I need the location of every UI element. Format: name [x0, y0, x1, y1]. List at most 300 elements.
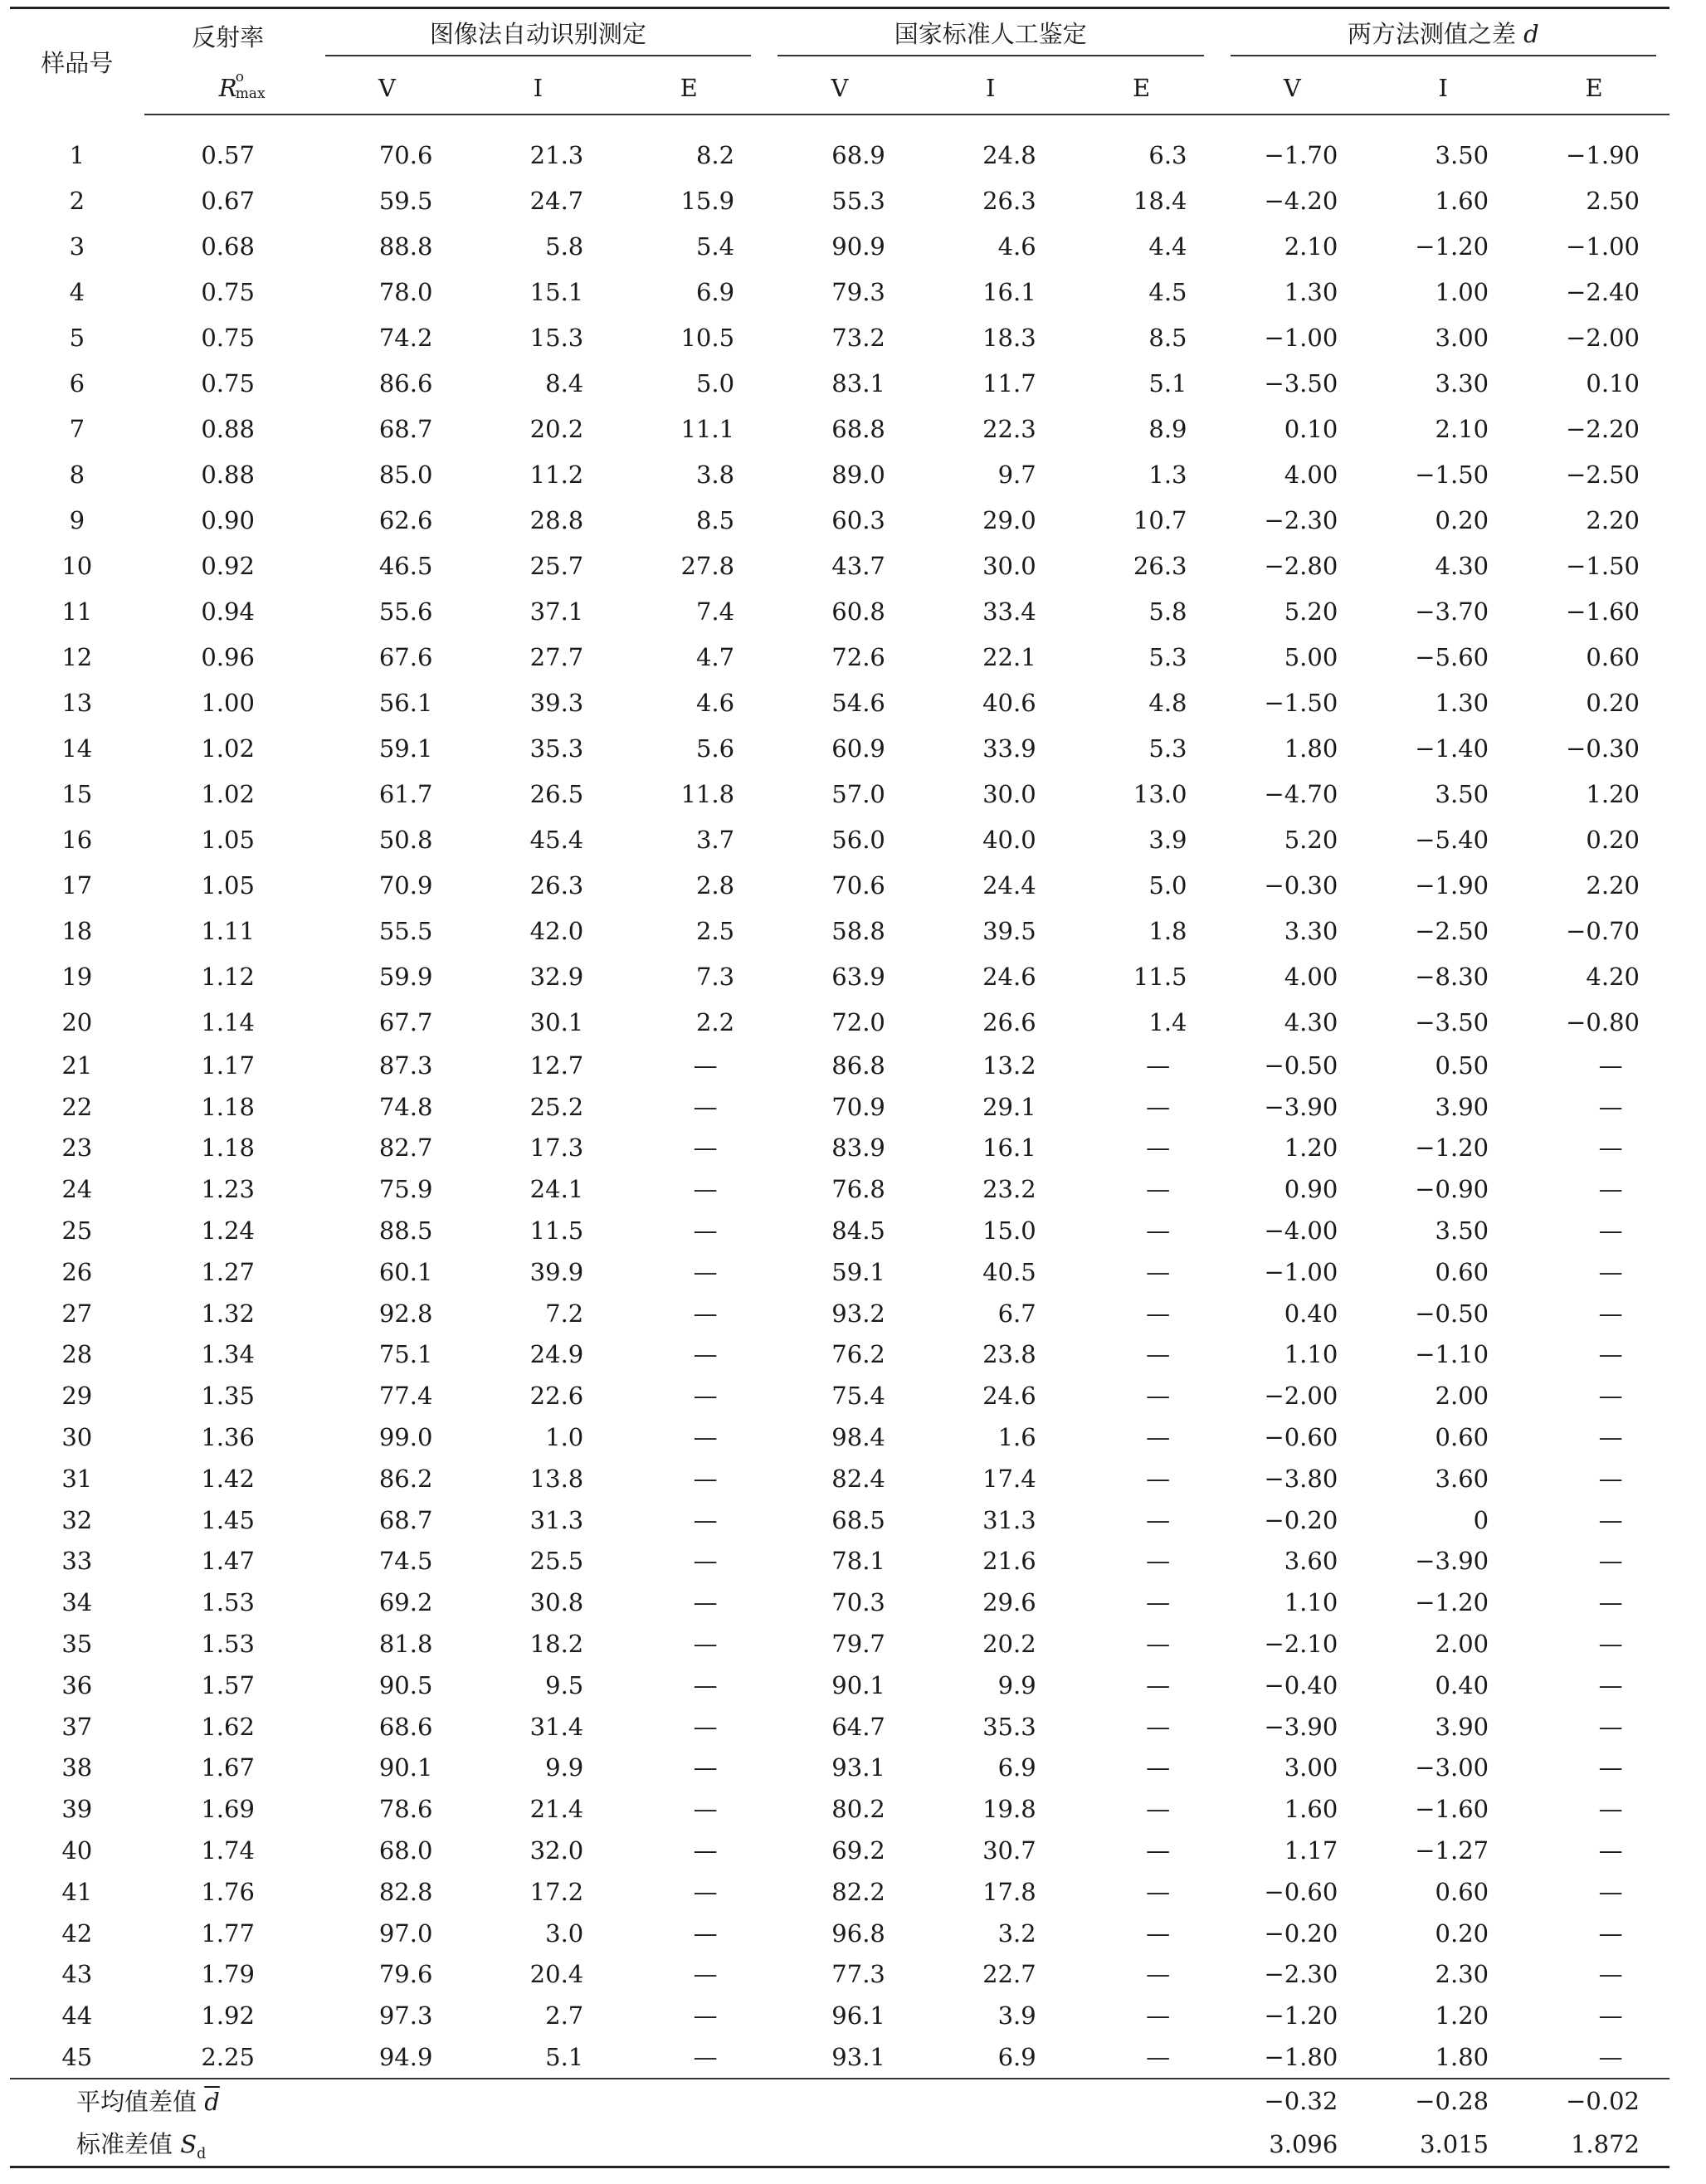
table-cell: 0.88	[201, 414, 255, 443]
table-cell: −0.80	[1566, 1007, 1640, 1036]
table-cell: 3.60	[1284, 1547, 1338, 1576]
table-cell: 3.2	[997, 1918, 1036, 1948]
table-row	[10, 2036, 1669, 2079]
table-cell: 13.2	[982, 1051, 1036, 1080]
table-cell: 40.6	[982, 688, 1036, 717]
table-cell: −5.40	[1415, 825, 1489, 854]
table-cell: 1.00	[1435, 277, 1489, 306]
subheader-e: E	[1518, 62, 1669, 115]
table-cell: 73.2	[831, 323, 885, 352]
table-cell: −1.40	[1415, 734, 1489, 763]
table-cell: −1.70	[1264, 140, 1338, 169]
table-cell: 1.30	[1435, 688, 1489, 717]
table-cell: —	[1146, 1670, 1171, 1699]
table-cell: 28.8	[529, 505, 584, 534]
table-cell: 1.17	[1284, 1836, 1338, 1865]
table-cell: —	[1146, 1216, 1171, 1246]
table-cell: 86.8	[831, 1051, 885, 1080]
table-cell: 1.20	[1284, 1133, 1338, 1163]
table-cell: 12.7	[529, 1051, 584, 1080]
table-cell: −3.90	[1264, 1092, 1338, 1121]
table-cell: −0.50	[1264, 1051, 1338, 1080]
table-cell: 3.0	[545, 1918, 584, 1948]
table-cell: −3.50	[1264, 368, 1338, 397]
table-cell: 68.5	[831, 1505, 885, 1534]
table-cell: 9.7	[997, 460, 1036, 489]
table-cell: —	[693, 2001, 718, 2030]
table-cell: 1.80	[1435, 2043, 1489, 2072]
table-cell: 15.1	[529, 277, 584, 306]
table-cell: 84.5	[831, 1216, 885, 1246]
table-cell: 0.60	[1586, 642, 1640, 671]
table-cell: —	[1598, 1588, 1623, 1617]
table-cell: 27.7	[529, 642, 584, 671]
table-cell: 8.5	[1148, 323, 1187, 352]
table-cell: 15.0	[982, 1216, 1036, 1246]
table-cell: 79.3	[831, 277, 885, 306]
table-row	[10, 908, 1669, 953]
table-cell: 2.20	[1586, 505, 1640, 534]
table-cell: 8.9	[1148, 414, 1187, 443]
table-row	[10, 1541, 1669, 1582]
table-cell: —	[693, 1836, 718, 1865]
table-cell: 15.9	[680, 186, 735, 215]
cell-sample-id: 28	[61, 1340, 93, 1369]
table-cell: −1.50	[1415, 460, 1489, 489]
table-cell: 70.3	[831, 1588, 885, 1617]
table-row	[10, 953, 1669, 999]
table-cell: 61.7	[378, 779, 433, 808]
summary-value: 1.872	[1570, 2129, 1640, 2158]
table-cell: −1.20	[1415, 1588, 1489, 1617]
table-cell: —	[1146, 1795, 1171, 1824]
table-cell: −2.40	[1566, 277, 1640, 306]
table-cell: 1.92	[201, 2001, 255, 2030]
table-cell: 68.6	[378, 1712, 433, 1741]
table-cell: —	[1598, 1051, 1623, 1080]
table-cell: 78.6	[378, 1795, 433, 1824]
table-cell: 70.9	[378, 870, 433, 899]
table-cell: 1.12	[201, 962, 255, 991]
table-cell: 18.4	[1133, 186, 1187, 215]
table-cell: −2.00	[1264, 1382, 1338, 1411]
table-cell: 9.5	[545, 1670, 584, 1699]
header-difference: 两方法测值之差 d	[1231, 16, 1657, 56]
table-cell: 26.6	[982, 1007, 1036, 1036]
table-cell: 30.1	[529, 1007, 584, 1036]
table-cell: −0.30	[1566, 734, 1640, 763]
table-cell: 7.2	[545, 1299, 584, 1328]
table-cell: 5.3	[1148, 642, 1187, 671]
table-cell: 90.5	[378, 1670, 433, 1699]
table-row	[10, 1748, 1669, 1789]
summary-row	[10, 2123, 1669, 2166]
table-cell: 97.3	[378, 2001, 433, 2030]
cell-sample-id: 19	[61, 962, 93, 991]
table-cell: −2.50	[1415, 916, 1489, 945]
cell-sample-id: 30	[61, 1423, 93, 1452]
table-cell: −3.80	[1264, 1464, 1338, 1493]
table-cell: —	[1598, 1257, 1623, 1286]
table-cell: 31.3	[982, 1505, 1036, 1534]
table-cell: 25.7	[529, 551, 584, 580]
table-cell: —	[1598, 1133, 1623, 1163]
cell-sample-id: 5	[69, 323, 85, 352]
table-cell: 0.10	[1284, 414, 1338, 443]
table-cell: —	[693, 1340, 718, 1369]
table-cell: —	[1598, 1464, 1623, 1493]
table-cell: 2.20	[1586, 870, 1640, 899]
table-cell: 1.57	[201, 1670, 255, 1699]
table-cell: −8.30	[1415, 962, 1489, 991]
table-cell: —	[1598, 1670, 1623, 1699]
table-cell: 33.9	[982, 734, 1036, 763]
table-cell: —	[693, 1092, 718, 1121]
table-cell: −1.50	[1264, 688, 1338, 717]
table-cell: 35.3	[529, 734, 584, 763]
table-cell: 93.2	[831, 1299, 885, 1328]
table-cell: −4.20	[1264, 186, 1338, 215]
table-cell: 0.20	[1586, 825, 1640, 854]
table-cell: 5.3	[1148, 734, 1187, 763]
table-cell: —	[1146, 1257, 1171, 1286]
table-cell: 26.5	[529, 779, 584, 808]
table-row	[10, 1871, 1669, 1913]
table-cell: 4.4	[1148, 232, 1187, 261]
table-cell: 1.6	[997, 1423, 1036, 1452]
table-cell: 25.5	[529, 1547, 584, 1576]
table-cell: —	[693, 1257, 718, 1286]
table-cell: 2.00	[1435, 1630, 1489, 1659]
table-cell: 88.5	[378, 1216, 433, 1246]
table-cell: −2.80	[1264, 551, 1338, 580]
table-cell: −1.60	[1566, 597, 1640, 626]
table-cell: 0.88	[201, 460, 255, 489]
table-cell: 77.3	[831, 1960, 885, 1989]
cell-sample-id: 27	[61, 1299, 93, 1328]
table-cell: 11.7	[982, 368, 1036, 397]
table-cell: —	[693, 1382, 718, 1411]
table-cell: 59.9	[378, 962, 433, 991]
table-cell: 0.96	[201, 642, 255, 671]
table-cell: 45.4	[529, 825, 584, 854]
table-cell: 18.2	[529, 1630, 584, 1659]
table-cell: 1.00	[201, 688, 255, 717]
table-cell: —	[1598, 1918, 1623, 1948]
table-cell: −1.10	[1415, 1340, 1489, 1369]
header-sample: 样品号	[41, 49, 114, 77]
summary-label: 平均值差值 $\overline{d}$	[10, 2079, 1217, 2123]
table-cell: 32.0	[529, 1836, 584, 1865]
table-cell: 74.2	[378, 323, 433, 352]
table-cell: —	[1598, 1960, 1623, 1989]
table-cell: 30.7	[982, 1836, 1036, 1865]
table-cell: 97.0	[378, 1918, 433, 1948]
table-cell: 81.8	[378, 1630, 433, 1659]
table-cell: 1.60	[1435, 186, 1489, 215]
table-cell: 1.11	[201, 916, 255, 945]
table-cell: −1.80	[1264, 2043, 1338, 2072]
table-row	[10, 1665, 1669, 1706]
subheader-i: I	[915, 62, 1066, 115]
table-cell: 3.7	[695, 825, 735, 854]
table-cell: 6.7	[997, 1299, 1036, 1328]
table-cell: 1.34	[201, 1340, 255, 1369]
table-cell: 2.5	[695, 916, 735, 945]
table-cell: —	[1598, 1877, 1623, 1906]
table-cell: 1.32	[201, 1299, 255, 1328]
table-cell: 1.62	[201, 1712, 255, 1741]
table-cell: —	[1598, 1795, 1623, 1824]
table-cell: 3.9	[1148, 825, 1187, 854]
table-cell: 17.3	[529, 1133, 584, 1163]
table-cell: —	[1146, 1836, 1171, 1865]
table-cell: 3.9	[997, 2001, 1036, 2030]
table-cell: 3.90	[1435, 1092, 1489, 1121]
table-cell: 86.6	[378, 368, 433, 397]
cell-sample-id: 11	[61, 597, 93, 626]
cell-sample-id: 25	[61, 1216, 93, 1246]
table-cell: −4.70	[1264, 779, 1338, 808]
table-cell: 78.1	[831, 1547, 885, 1576]
table-cell: 1.20	[1586, 779, 1640, 808]
table-cell: 11.2	[529, 460, 584, 489]
cell-sample-id: 34	[61, 1588, 93, 1617]
table-row	[10, 1788, 1669, 1830]
table-cell: 2.10	[1435, 414, 1489, 443]
table-cell: 6.9	[997, 2043, 1036, 2072]
table-cell: 1.80	[1284, 734, 1338, 763]
table-cell: 30.8	[529, 1588, 584, 1617]
table-cell: 74.5	[378, 1547, 433, 1576]
table-cell: 99.0	[378, 1423, 433, 1452]
table-cell: —	[1598, 1216, 1623, 1246]
table-cell: 32.9	[529, 962, 584, 991]
summary-value: −0.02	[1518, 2079, 1669, 2123]
table-cell: 37.1	[529, 597, 584, 626]
table-row	[10, 269, 1669, 314]
cell-sample-id: 32	[61, 1505, 93, 1534]
table-cell: −1.60	[1415, 1795, 1489, 1824]
table-cell: 20.4	[529, 1960, 584, 1989]
cell-sample-id: 7	[69, 414, 85, 443]
table-cell: 1.18	[201, 1092, 255, 1121]
table-cell: —	[1598, 1175, 1623, 1204]
table-row	[10, 1210, 1669, 1251]
cell-sample-id: 16	[61, 825, 93, 854]
cell-sample-id: 22	[61, 1092, 93, 1121]
cell-sample-id: 2	[69, 186, 85, 215]
table-cell: 0.90	[201, 505, 255, 534]
subheader-v: V	[1217, 62, 1368, 115]
cell-sample-id: 38	[61, 1753, 93, 1782]
cell-sample-id: 1	[69, 140, 85, 169]
table-cell: —	[693, 1670, 718, 1699]
table-cell: —	[693, 1795, 718, 1824]
table-cell: 1.0	[545, 1423, 584, 1452]
table-cell: —	[1146, 1464, 1171, 1493]
table-cell: 63.9	[831, 962, 885, 991]
table-cell: —	[693, 1712, 718, 1741]
table-cell: 30.0	[982, 551, 1036, 580]
table-cell: 94.9	[378, 2043, 433, 2072]
subheader-v: V	[312, 62, 463, 115]
table-cell: −0.50	[1415, 1299, 1489, 1328]
table-cell: −2.30	[1264, 505, 1338, 534]
table-cell: —	[1146, 1630, 1171, 1659]
table-cell: —	[1146, 1299, 1171, 1328]
table-cell: —	[1146, 2043, 1171, 2072]
table-cell: 22.6	[529, 1382, 584, 1411]
table-cell: —	[1598, 1712, 1623, 1741]
table-cell: 24.8	[982, 140, 1036, 169]
table-cell: 59.1	[831, 1257, 885, 1286]
table-cell: 43.7	[831, 551, 885, 580]
table-cell: 1.14	[201, 1007, 255, 1036]
table-cell: 2.7	[545, 2001, 584, 2030]
table-cell: −2.10	[1264, 1630, 1338, 1659]
table-cell: 21.6	[982, 1547, 1036, 1576]
table-cell: 6.9	[997, 1753, 1036, 1782]
table-cell: 3.60	[1435, 1464, 1489, 1493]
table-cell: 50.8	[378, 825, 433, 854]
table-cell: 79.6	[378, 1960, 433, 1989]
table-cell: 6.9	[695, 277, 735, 306]
table-cell: −1.00	[1566, 232, 1640, 261]
table-cell: 7.3	[695, 962, 735, 991]
table-cell: 31.4	[529, 1712, 584, 1741]
table-cell: −0.60	[1264, 1877, 1338, 1906]
summary-value: −0.28	[1367, 2079, 1518, 2123]
table-cell: —	[693, 1753, 718, 1782]
table-cell: 46.5	[378, 551, 433, 580]
table-cell: —	[693, 1505, 718, 1534]
table-cell: 4.6	[997, 232, 1036, 261]
table-cell: 80.2	[831, 1795, 885, 1824]
table-cell: 1.27	[201, 1257, 255, 1286]
cell-sample-id: 9	[69, 505, 85, 534]
cell-sample-id: 31	[61, 1464, 93, 1493]
table-cell: —	[693, 1464, 718, 1493]
table-row	[10, 1293, 1669, 1334]
table-cell: 3.00	[1435, 323, 1489, 352]
table-cell: 1.24	[201, 1216, 255, 1246]
table-cell: 4.8	[1148, 688, 1187, 717]
table-cell: —	[1146, 1051, 1171, 1080]
table-cell: 54.6	[831, 688, 885, 717]
table-cell: 17.8	[982, 1877, 1036, 1906]
header-manual-method: 国家标准人工鉴定	[777, 16, 1203, 56]
table-row	[10, 771, 1669, 817]
table-cell: —	[1146, 1175, 1171, 1204]
table-cell: −1.27	[1415, 1836, 1489, 1865]
table-row	[10, 725, 1669, 771]
table-cell: 67.7	[378, 1007, 433, 1036]
table-cell: 22.3	[982, 414, 1036, 443]
table-cell: 68.9	[831, 140, 885, 169]
table-cell: 64.7	[831, 1712, 885, 1741]
table-cell: —	[693, 1960, 718, 1989]
table-cell: 75.9	[378, 1175, 433, 1204]
table-cell: 1.3	[1148, 460, 1187, 489]
table-cell: −3.00	[1415, 1753, 1489, 1782]
table-cell: 1.02	[201, 734, 255, 763]
table-cell: 24.9	[529, 1340, 584, 1369]
table-cell: 0.92	[201, 551, 255, 580]
cell-sample-id: 6	[69, 368, 85, 397]
table-cell: 1.05	[201, 870, 255, 899]
table-cell: 0.90	[1284, 1175, 1338, 1204]
table-cell: 79.7	[831, 1630, 885, 1659]
table-cell: −1.90	[1415, 870, 1489, 899]
table-cell: 83.1	[831, 368, 885, 397]
table-cell: 5.0	[1148, 870, 1187, 899]
table-cell: 0.94	[201, 597, 255, 626]
table-cell: 70.6	[831, 870, 885, 899]
table-cell: 87.3	[378, 1051, 433, 1080]
table-cell: 92.8	[378, 1299, 433, 1328]
table-cell: 5.1	[1148, 368, 1187, 397]
table-cell: 55.6	[378, 597, 433, 626]
table-cell: —	[1146, 1753, 1171, 1782]
table-cell: —	[693, 1175, 718, 1204]
table-cell: 26.3	[529, 870, 584, 899]
table-cell: —	[1146, 1588, 1171, 1617]
cell-sample-id: 23	[61, 1133, 93, 1163]
table-cell: 93.1	[831, 2043, 885, 2072]
table-cell: 1.02	[201, 779, 255, 808]
table-cell: −1.50	[1566, 551, 1640, 580]
cell-sample-id: 17	[61, 870, 93, 899]
table-cell: 6.3	[1148, 140, 1187, 169]
table-cell: −0.20	[1264, 1505, 1338, 1534]
table-row	[10, 1499, 1669, 1541]
table-row	[10, 1913, 1669, 1954]
table-cell: 55.5	[378, 916, 433, 945]
table-cell: −0.60	[1264, 1423, 1338, 1452]
subheader-e: E	[1066, 62, 1217, 115]
table-cell: 5.0	[695, 368, 735, 397]
table-cell: 9.9	[545, 1753, 584, 1782]
table-cell: 40.5	[982, 1257, 1036, 1286]
table-cell: 93.1	[831, 1753, 885, 1782]
table-cell: 26.3	[1133, 551, 1187, 580]
table-cell: 0.50	[1435, 1051, 1489, 1080]
table-cell: 0.75	[201, 277, 255, 306]
table-cell: 55.3	[831, 186, 885, 215]
cell-sample-id: 29	[61, 1382, 93, 1411]
table-cell: 69.2	[831, 1836, 885, 1865]
table-cell: 4.5	[1148, 277, 1187, 306]
table-cell: 0.40	[1435, 1670, 1489, 1699]
table-cell: 3.00	[1284, 1753, 1338, 1782]
table-cell: 4.00	[1284, 962, 1338, 991]
table-cell: 17.4	[982, 1464, 1036, 1493]
table-cell: —	[1146, 1340, 1171, 1369]
table-cell: 2.30	[1435, 1960, 1489, 1989]
table-row	[10, 543, 1669, 588]
table-cell: 29.6	[982, 1588, 1036, 1617]
cell-sample-id: 4	[69, 277, 85, 306]
table-cell: —	[1598, 1836, 1623, 1865]
table-cell: 24.4	[982, 870, 1036, 899]
table-cell: 22.7	[982, 1960, 1036, 1989]
table-cell: 20.2	[982, 1630, 1036, 1659]
table-cell: 3.50	[1435, 140, 1489, 169]
table-cell: 21.4	[529, 1795, 584, 1824]
table-cell: −2.30	[1264, 1960, 1338, 1989]
cell-sample-id: 3	[69, 232, 85, 261]
